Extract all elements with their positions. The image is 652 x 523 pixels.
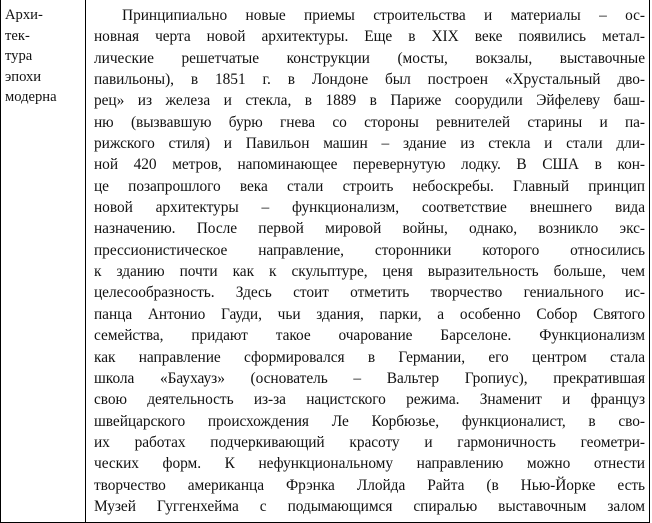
text-line: новная черта новой архитектуры. Еще в XIX веке появились метал- xyxy=(94,28,645,46)
text-line: це позапрошлого века стали строить небоскребы. Главный принцип xyxy=(94,177,645,195)
text-line: павильоны), в 1851 г. в Лондоне был построен «Хрустальный дво- xyxy=(94,71,645,89)
text-line: Принципиально новые приемы строительства и материалы – ос- xyxy=(122,7,645,24)
text-line: новой архитектуры – функционализм, соответствие внешнего вида xyxy=(94,199,645,217)
text-line: швейцарского происхождения Ле Корбюзье, функционалист, в сво- xyxy=(94,412,645,430)
text-line: назначению. После первой мировой войны, однако, возникло экс- xyxy=(94,220,645,238)
text-line: к зданию почти как к скульптуре, ценя выразительность больше, чем xyxy=(94,263,645,281)
text-line: лические решетчатые конструкции (мосты, вокзалы, выставочные xyxy=(94,49,645,67)
term-line: тура xyxy=(5,48,33,64)
text-line: Музей Гуггенхейма с подымающимся спиралью выставочным залом xyxy=(94,497,645,515)
body-cell xyxy=(86,0,650,523)
term-cell xyxy=(1,0,86,523)
text-line: свою деятельность из-за нацистского режима. Знаменит и француз xyxy=(94,391,645,409)
text-line: ню (вызвавшую бурю гнева со стороны ревнителей старины и па- xyxy=(94,113,645,131)
term-line: тек- xyxy=(5,27,30,44)
term-line: модерна xyxy=(5,89,57,105)
table-row xyxy=(1,0,650,523)
text-line: их работах подчеркивающий красоту и гармоничность геометри- xyxy=(94,433,645,451)
term-line: Архи- xyxy=(5,7,43,23)
text-line: прессионистическое направление, сторонники которого относились xyxy=(94,241,645,259)
text-line: школа «Баухауз» (основатель – Вальтер Гропиус), прекратившая xyxy=(94,369,645,387)
text-line: семейства, придают такое очарование Барселоне. Функционализм xyxy=(94,327,645,345)
text-line: панца Антонио Гауди, чьи здания, парки, а особенно Собор Святого xyxy=(94,305,645,323)
text-line: ной 420 метров, напоминающее перевернутую лодку. В США в кон- xyxy=(94,156,645,174)
text-line: целесообразность. Здесь стоит отметить творчество гениального ис- xyxy=(94,284,645,302)
body-paragraph xyxy=(94,5,645,517)
term-line: эпохи xyxy=(5,68,42,85)
text-line: как направление сформировался в Германии, его центром стала xyxy=(94,348,645,366)
text-line: ческих форм. К нефункциональному направлению можно отнести xyxy=(94,455,645,473)
text-line: рижского стиля) и Павильон машин – здание из стекла и стали дли- xyxy=(94,135,645,153)
text-line: рец» из железа и стекла, в 1889 в Париже соорудили Эйфелеву баш- xyxy=(94,92,645,110)
text-line: творчество американца Фрэнка Ллойда Райта (в Нью-Йорке есть xyxy=(94,476,645,494)
